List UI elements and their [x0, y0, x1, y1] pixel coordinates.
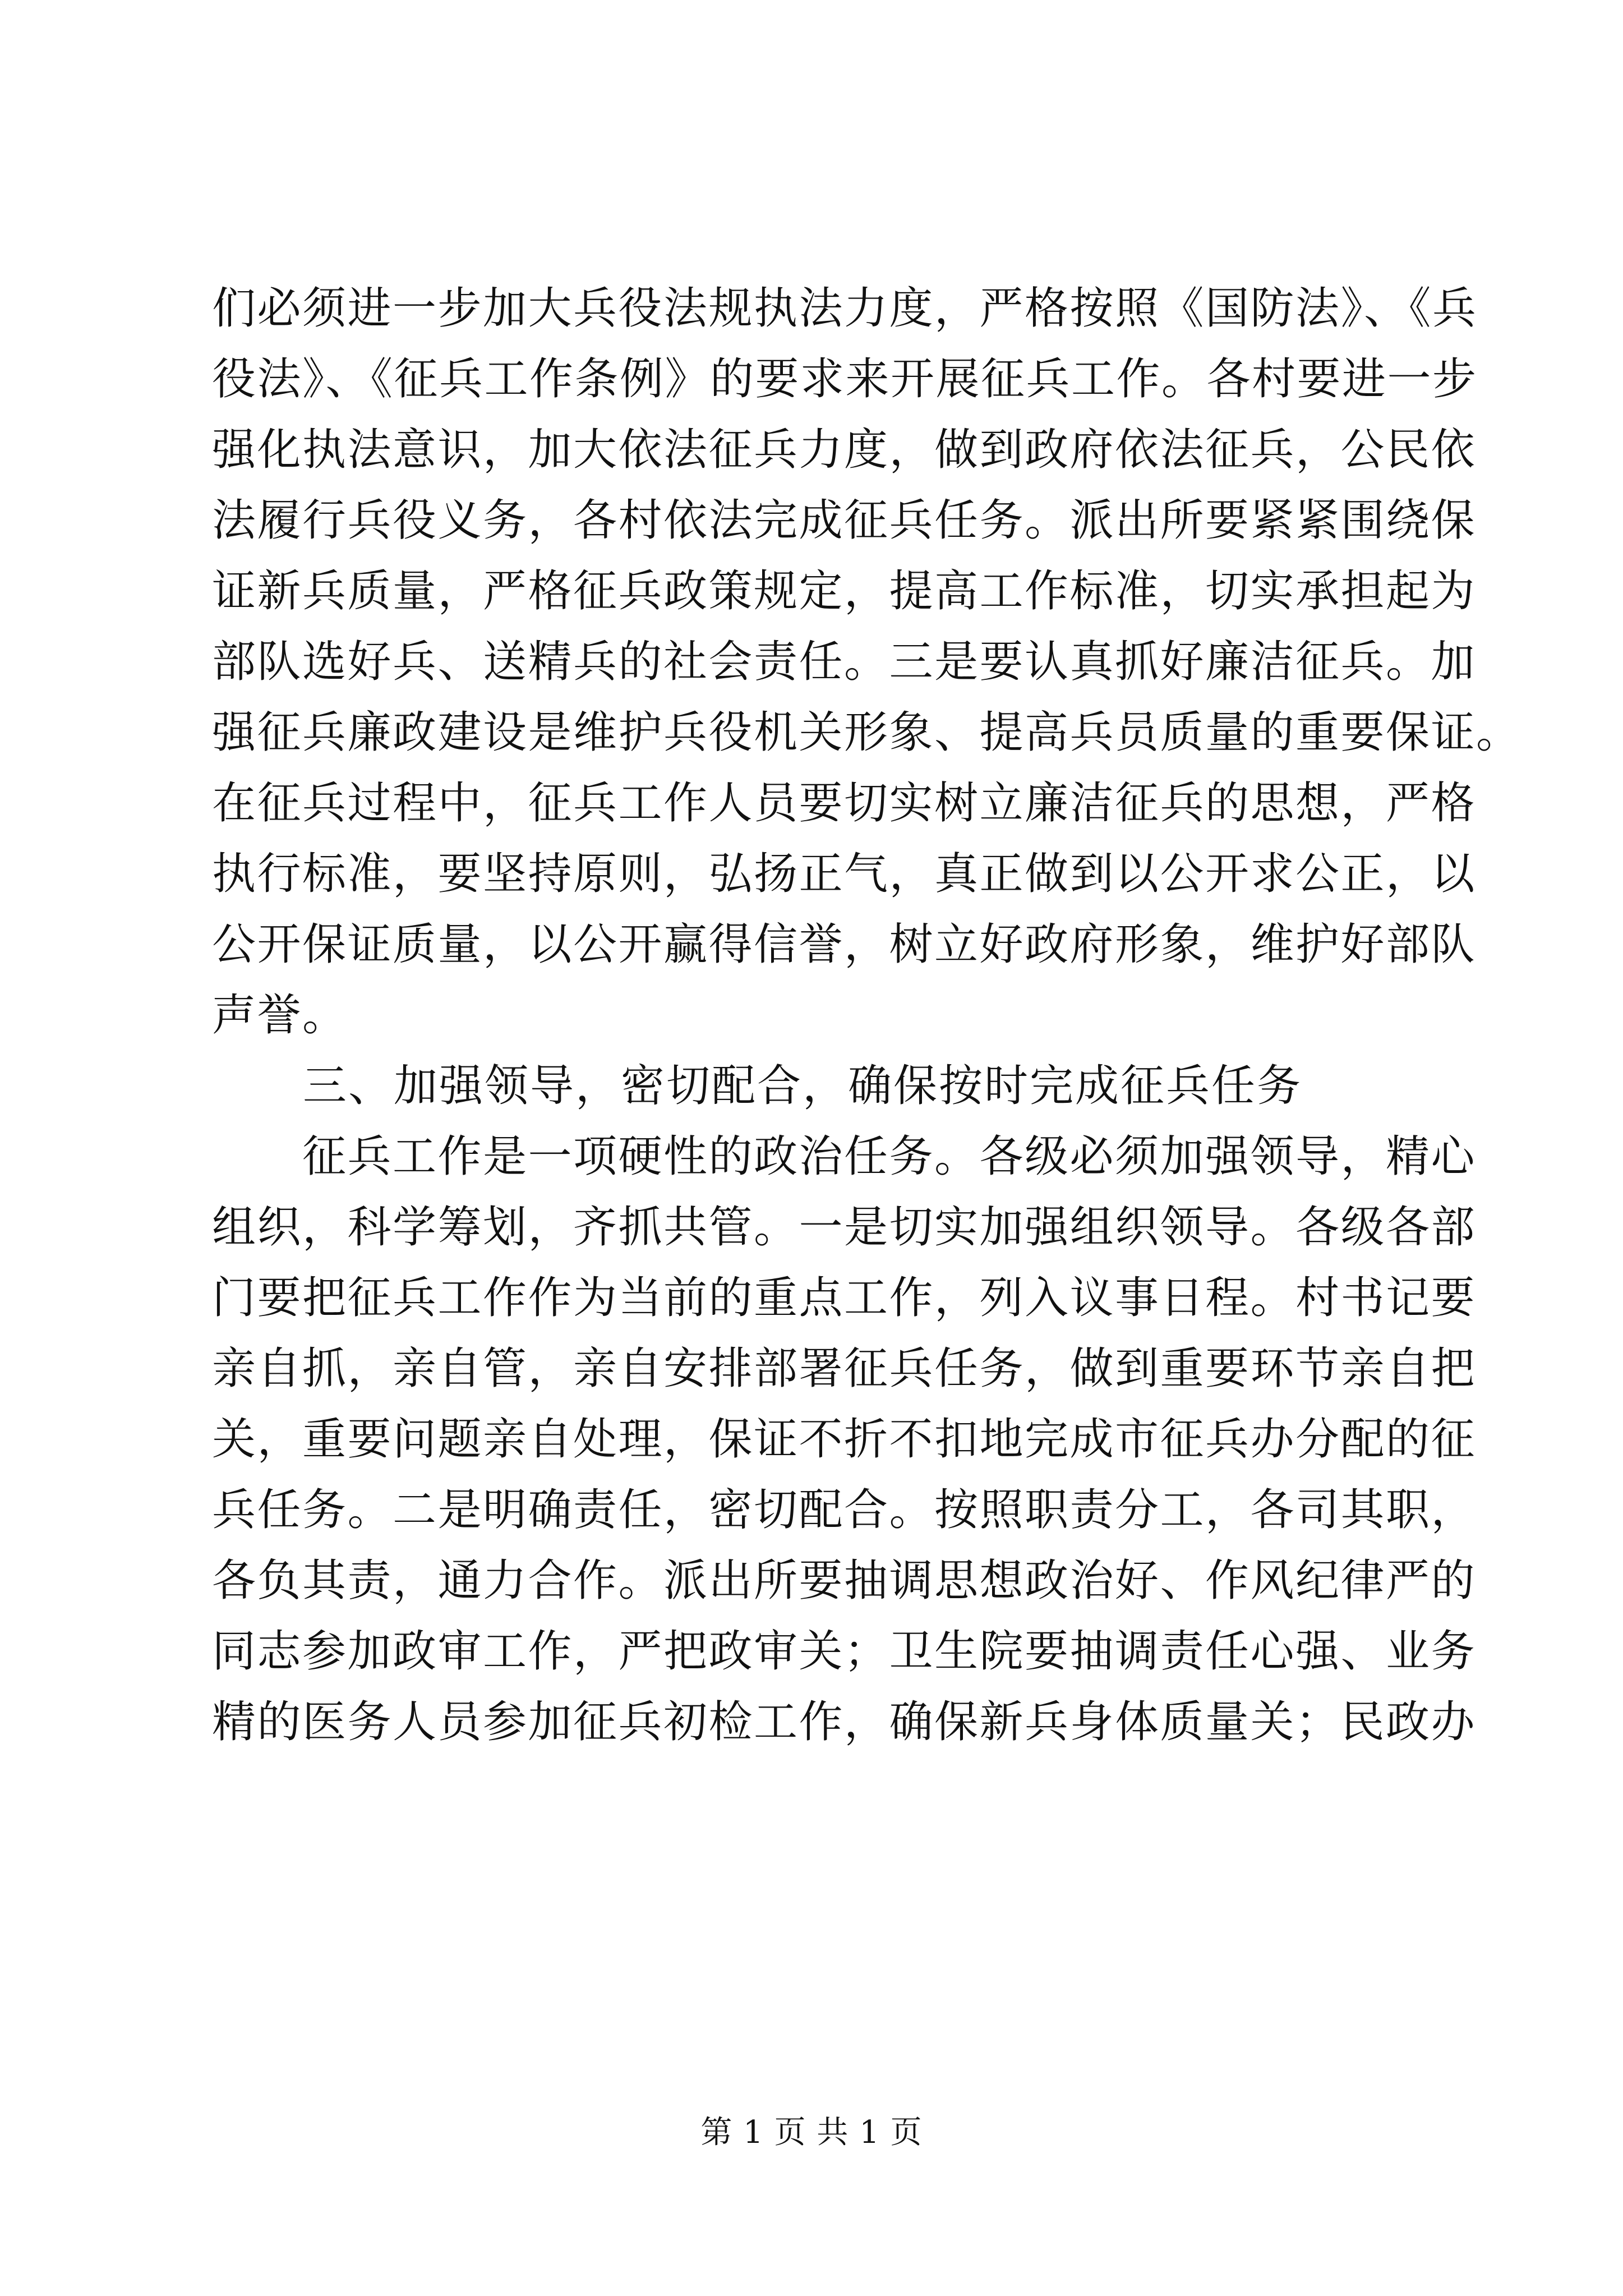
text-line: 关，重要问题亲自处理，保证不折不扣地完成市征兵办分配的征: [212, 1414, 1477, 1465]
text-line: 执行标准，要坚持原则，弘扬正气，真正做到以公开求公正，以: [212, 849, 1477, 899]
text-line: 兵任务。二是明确责任，密切配合。按照职责分工，各司其职，: [212, 1485, 1477, 1535]
text-line: 门要把征兵工作作为当前的重点工作，列入议事日程。村书记要: [212, 1273, 1477, 1323]
text-line: 们必须进一步加大兵役法规执法力度，严格按照《国防法》、《兵: [212, 283, 1478, 334]
text-line: 部队选好兵、送精兵的社会责任。三是要认真抓好廉洁征兵。加: [212, 637, 1477, 687]
text-line: 在征兵过程中，征兵工作人员要切实树立廉洁征兵的思想，严格: [212, 778, 1477, 829]
text-line: 役法》、《征兵工作条例》的要求来开展征兵工作。各村要进一步: [212, 354, 1478, 404]
text-line: 各负其责，通力合作。派出所要抽调思想政治好、作风纪律严的: [212, 1556, 1477, 1606]
document-body: [212, 273, 1521, 1757]
text-line: 同志参加政审工作，严把政审关；卫生院要抽调责任心强、业务: [212, 1626, 1477, 1677]
page-footer: 第 1 页 共 1 页: [700, 2114, 923, 2151]
section-heading: 三、加强领导，密切配合，确保按时完成征兵任务: [212, 1061, 1303, 1111]
text-line: 亲自抓，亲自管，亲自安排部署征兵任务，做到重要环节亲自把: [212, 1343, 1477, 1394]
text-line: 精的医务人员参加征兵初检工作，确保新兵身体质量关；民政办: [212, 1697, 1477, 1747]
text-line: 组织，科学筹划，齐抓共管。一是切实加强组织领导。各级各部: [212, 1202, 1477, 1253]
text-line: 声誉。: [212, 990, 348, 1041]
text-line: 强征兵廉政建设是维护兵役机关形象、提高兵员质量的重要保证。: [212, 707, 1521, 758]
text-line: 公开保证质量，以公开赢得信誉，树立好政府形象，维护好部队: [212, 919, 1477, 970]
text-line: 征兵工作是一项硬性的政治任务。各级必须加强领导，精心: [212, 1131, 1477, 1182]
text-line: 证新兵质量，严格征兵政策规定，提高工作标准，切实承担起为: [212, 566, 1477, 616]
text-line: 法履行兵役义务，各村依法完成征兵任务。派出所要紧紧围绕保: [212, 495, 1477, 546]
text-line: 强化执法意识，加大依法征兵力度，做到政府依法征兵，公民依: [212, 425, 1477, 475]
